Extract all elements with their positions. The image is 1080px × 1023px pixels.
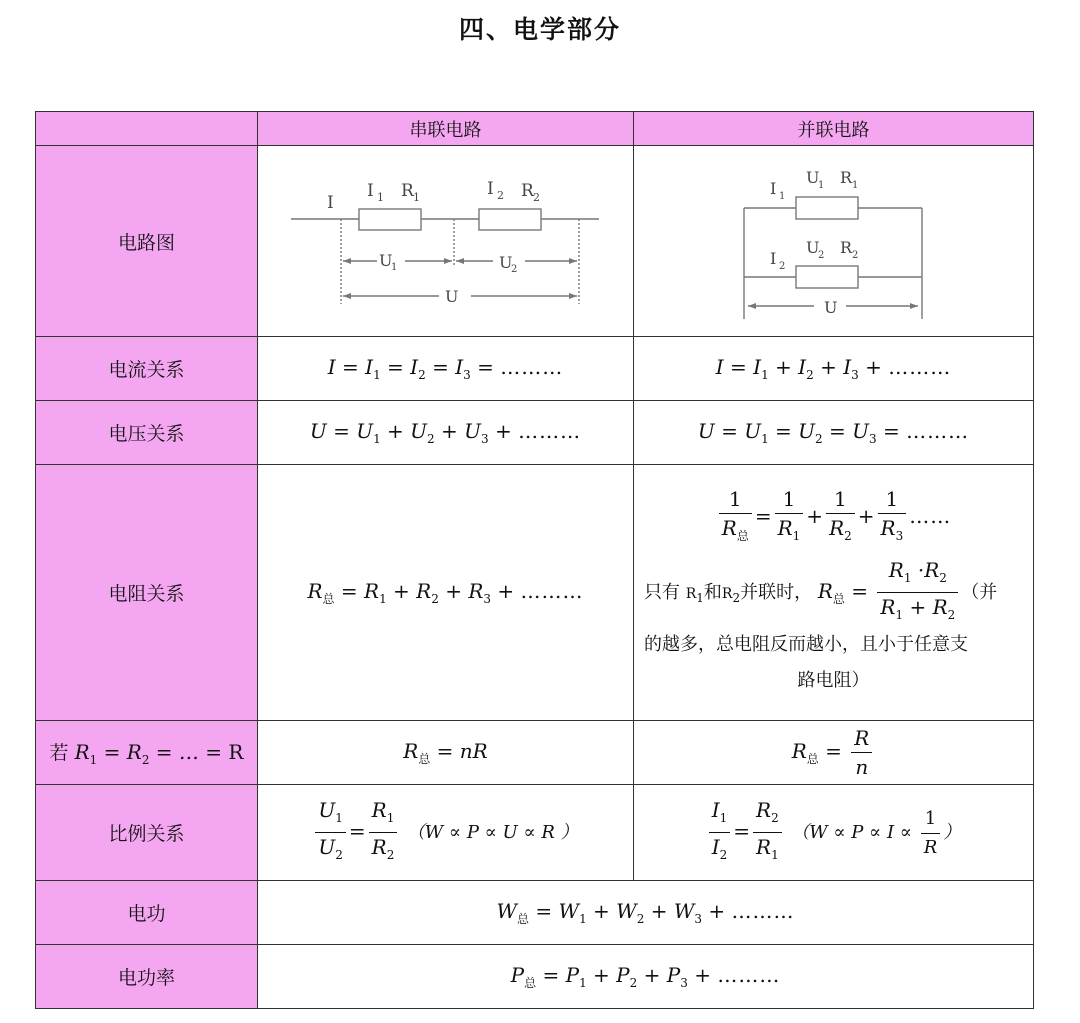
label-I1: I [366, 181, 374, 201]
svg-text:1: 1 [412, 191, 420, 204]
header-corner [36, 112, 258, 146]
power-formula: $P_总 = P_1 + P_2 + P_3$ + ……… [258, 945, 1034, 1009]
parallel-equal-formula: $R_总$ = $\frac{R}{n}$ [634, 721, 1034, 785]
page-title: 四、电学部分 [458, 15, 621, 44]
row-label-diagram: 电路图 [36, 146, 258, 337]
header-series: 串联电路 [258, 112, 634, 146]
total-sub: 总 [806, 752, 819, 766]
dots-short: …… [909, 503, 952, 528]
svg-text:2: 2 [817, 250, 824, 261]
label-p-U: U [823, 298, 837, 317]
parallel-circuit-diagram [634, 146, 1034, 337]
total-sub: 总 [322, 591, 335, 606]
dots: ……… [717, 962, 781, 987]
total-sub: 总 [418, 751, 431, 766]
parallel-resistance-formula: $\frac{1}{R_总}$ = $\frac{1}{R_1}$ + $\frac{1}{R_2}$ + $\frac{1}{R_3}$ …… [634, 487, 1033, 548]
total-sub: 总 [832, 591, 845, 606]
series-equal-formula: $R_总$ = nR [258, 721, 634, 785]
row-label-resistance: 电阻关系 [36, 465, 258, 721]
row-label-power: 电功率 [36, 945, 258, 1009]
work-formula: $W_总 = W_1 + W_2 + W_3$ + ……… [258, 881, 1034, 945]
note-text: 的越多，总电阻反而越小，且小于任意支 [644, 633, 968, 655]
svg-text:2: 2 [496, 189, 504, 202]
row-label-current: 电流关系 [36, 337, 258, 401]
series-circuit-diagram [258, 146, 634, 337]
label-p-I1: I [769, 179, 776, 198]
series-ratio-formula: $\frac{U_1}{U_2}$ = $\frac{R_1}{R_2}$ （W ∝ P ∝ U ∝ R ） [258, 785, 634, 881]
electricity-table [35, 111, 1034, 1009]
note-text: （并 [961, 581, 998, 603]
parallel-voltage-formula: $U = U_1 = U_2 = U_3$ = ……… [634, 401, 1034, 465]
total-sub: 总 [736, 528, 749, 543]
svg-text:1: 1 [376, 191, 384, 204]
svg-text:2: 2 [851, 250, 858, 261]
series-current-formula: $I = I_1 = I_2 = I_3$ = ……… [258, 337, 634, 401]
parallel-resistance-note: 只有 $R_1$和$R_2$并联时， $R_总$ = $\frac{R_1 \cdot R_2}{R_1 + R_2}$ （并 的越多，总电阻反而越小，且小于任意支 路电阻） [634, 558, 1033, 699]
parallel-resistance-cell [634, 465, 1034, 721]
parallel-ratio-formula: $\frac{I_1}{I_2}$ = $\frac{R_2}{R_1}$ （W ∝ P ∝ I ∝ $\frac{1}{R}$ ） [634, 785, 1034, 881]
svg-text:2: 2 [778, 261, 785, 272]
dots: ……… [518, 419, 582, 443]
label-R1: R [400, 181, 414, 201]
label-I: I [326, 193, 334, 213]
label-R2: R [520, 181, 534, 201]
label-p-I2: I [769, 249, 776, 268]
series-circuit-svg [281, 164, 611, 314]
label-U2: U [498, 253, 512, 272]
row-label-voltage: 电压关系 [36, 401, 258, 465]
svg-text:1: 1 [851, 180, 858, 191]
parallel-circuit-svg [734, 159, 934, 319]
row-label-work: 电功 [36, 881, 258, 945]
svg-text:2: 2 [532, 191, 540, 204]
label-I2: I [486, 179, 494, 199]
total-sub: 总 [517, 911, 530, 926]
dots: ……… [520, 578, 584, 603]
note-text: 路电阻） [797, 669, 870, 691]
dots: ……… [731, 898, 795, 923]
dots: ……… [500, 355, 564, 379]
svg-text:1: 1 [390, 262, 397, 273]
dots: ……… [888, 355, 952, 379]
dots: ……… [906, 419, 970, 443]
header-parallel: 并联电路 [634, 112, 1034, 146]
label-U1: U [378, 251, 392, 270]
row-label-equal: 若 $R_1 = R_2$ = … = R [36, 721, 258, 785]
note-text: 并联时， [740, 581, 813, 603]
label-p-R2: R [839, 238, 852, 257]
label-p-R1: R [839, 168, 852, 187]
label-p-U2: U [805, 238, 819, 257]
total-sub: 总 [524, 975, 537, 990]
note-text: 和 [703, 581, 722, 603]
note-text: 只有 [644, 581, 680, 603]
label-p-U1: U [805, 168, 819, 187]
svg-text:2: 2 [510, 264, 517, 275]
parallel-current-formula: $I = I_1 + I_2 + I_3$ + ……… [634, 337, 1034, 401]
svg-text:1: 1 [778, 191, 785, 202]
label-U: U [444, 287, 458, 306]
series-resistance-formula: $R_总 = R_1 + R_2 + R_3$ + ……… [258, 465, 634, 721]
row-label-ratio: 比例关系 [36, 785, 258, 881]
label-prefix: 若 [49, 742, 69, 764]
series-voltage-formula: $U = U_1 + U_2 + U_3$ + ……… [258, 401, 634, 465]
svg-text:1: 1 [817, 180, 824, 191]
